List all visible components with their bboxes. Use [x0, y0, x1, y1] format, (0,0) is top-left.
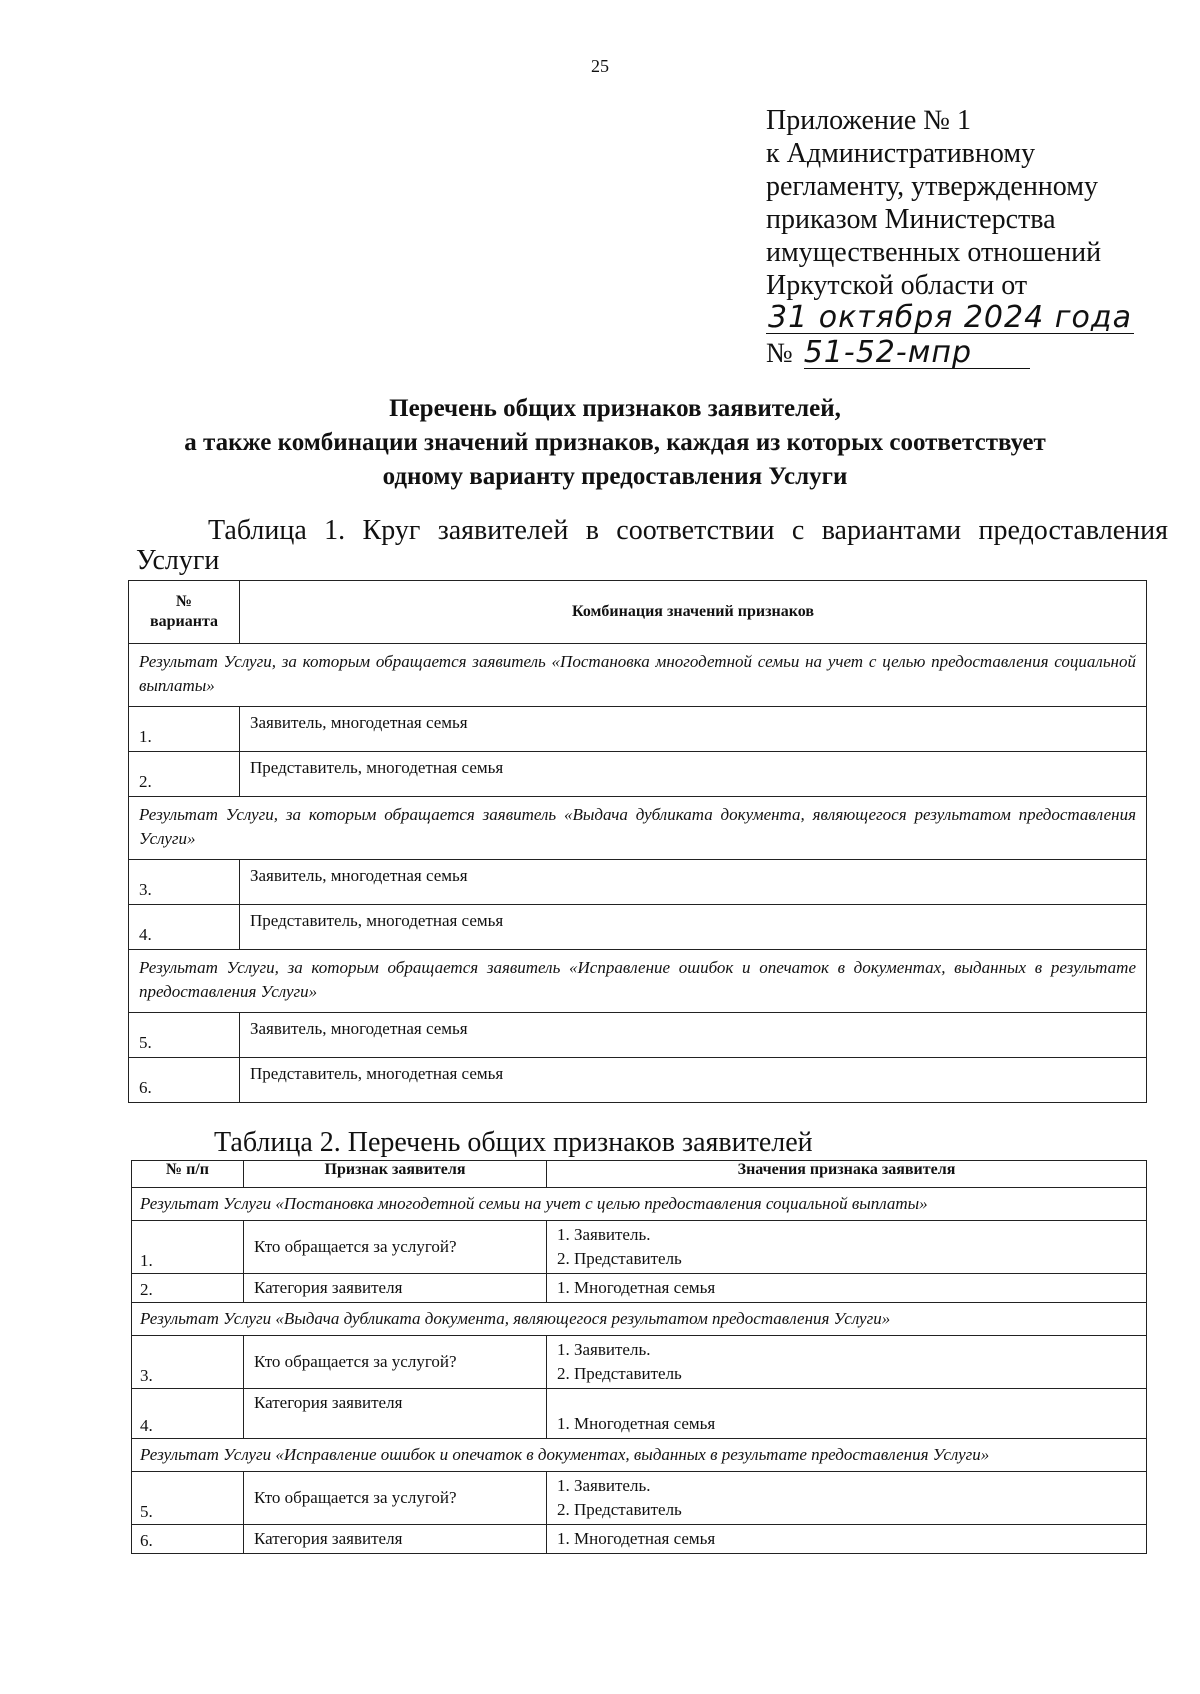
feature-value: 2. Представитель [557, 1364, 682, 1383]
header-combination: Комбинация значений признаков [240, 581, 1147, 644]
variant-number-text: 4. [139, 925, 152, 944]
appendix-line: регламенту, утвержденному [766, 171, 1098, 202]
row-number [132, 1336, 244, 1389]
table-row [129, 905, 1147, 950]
feature-values [547, 1221, 1147, 1274]
table2-caption: Таблица 2. Перечень общих признаков заявителей [214, 1127, 813, 1158]
section-title: Результат Услуги, за которым обращается заявитель «Постановка многодетной семьи на учет с целью предоставления социальной выплаты» [129, 644, 1147, 707]
section-row [132, 1188, 1147, 1221]
table1-caption [136, 516, 1168, 576]
variant-number [129, 1013, 240, 1058]
variant-number-text: 6. [139, 1078, 152, 1097]
variant-number-text: 3. [139, 880, 152, 899]
title-line-3: одному варианту предоставления Услуги [382, 463, 848, 490]
feature-value: 1. Многодетная семья [557, 1278, 716, 1297]
table-row [129, 860, 1147, 905]
combination-value: Заявитель, многодетная семья [240, 707, 1147, 752]
feature-value: 1. Заявитель. [557, 1340, 651, 1359]
feature-name: Кто обращается за услугой? [244, 1472, 547, 1525]
feature-value: 1. Многодетная семья [557, 1529, 716, 1548]
row-number [132, 1389, 244, 1439]
table-row [132, 1336, 1147, 1389]
handwritten-order-number: 51-52-мпр [804, 338, 1030, 369]
table-header-row [129, 581, 1147, 644]
table-row [129, 1013, 1147, 1058]
feature-value: 1. Многодетная семья [557, 1414, 716, 1433]
combination-value: Представитель, многодетная семья [240, 905, 1147, 950]
document-title [90, 392, 1140, 494]
section-row [129, 644, 1147, 707]
header-feature: Признак заявителя [244, 1161, 547, 1188]
table-row [132, 1221, 1147, 1274]
row-number [132, 1472, 244, 1525]
section-title: Результат Услуги «Исправление ошибок и опечаток в документах, выданных в результате предоставления Услуги» [132, 1439, 1147, 1472]
table1-caption-line-1: Таблица 1. Круг заявителей в соответствии с вариантами предоставления [208, 515, 1168, 546]
section-row [129, 797, 1147, 860]
appendix-line: к Административному [766, 138, 1036, 169]
row-number [132, 1525, 244, 1554]
variant-number-text: 5. [139, 1033, 152, 1052]
feature-values [547, 1472, 1147, 1525]
combination-value: Заявитель, многодетная семья [240, 860, 1147, 905]
section-row [132, 1303, 1147, 1336]
table-header-row [132, 1161, 1147, 1188]
feature-values [547, 1389, 1147, 1439]
feature-values [547, 1274, 1147, 1303]
combination-value: Заявитель, многодетная семья [240, 1013, 1147, 1058]
feature-values [547, 1525, 1147, 1554]
section-title: Результат Услуги, за которым обращается заявитель «Выдача дубликата документа, являющегося результатом предоставления Услуги» [129, 797, 1147, 860]
row-number [132, 1221, 244, 1274]
section-row [129, 950, 1147, 1013]
table-row [129, 1058, 1147, 1103]
section-title: Результат Услуги «Выдача дубликата документа, являющегося результатом предоставления Услуги» [132, 1303, 1147, 1336]
row-number-text: 4. [140, 1416, 153, 1435]
table-row [129, 707, 1147, 752]
number-sign: № [766, 338, 793, 369]
table-row [129, 752, 1147, 797]
variant-number [129, 860, 240, 905]
table1-caption-line-2: Услуги [136, 545, 220, 576]
row-number-text: 3. [140, 1366, 153, 1385]
page-number: 25 [591, 56, 609, 76]
feature-value: 2. Представитель [557, 1500, 682, 1519]
feature-name: Кто обращается за услугой? [244, 1221, 547, 1274]
variant-number-text: 1. [139, 727, 152, 746]
section-title: Результат Услуги, за которым обращается заявитель «Исправление ошибок и опечаток в документах, выданных в результате предоставления Услуги» [129, 950, 1147, 1013]
combination-value: Представитель, многодетная семья [240, 752, 1147, 797]
variant-number [129, 707, 240, 752]
appendix-line: Приложение № 1 [766, 105, 971, 136]
row-number-text: 2. [140, 1280, 153, 1299]
appendix-line: Иркутской области от [766, 270, 1028, 301]
order-number-line [766, 337, 1166, 370]
feature-name: Кто обращается за услугой? [244, 1336, 547, 1389]
header-row-number: № п/п [132, 1161, 244, 1188]
table-row [132, 1389, 1147, 1439]
header-num-sign: № [175, 593, 193, 610]
variant-number [129, 752, 240, 797]
row-number [132, 1274, 244, 1303]
variant-number [129, 905, 240, 950]
table-row [132, 1525, 1147, 1554]
table-row [132, 1472, 1147, 1525]
handwritten-date: 31 октября 2024 года [768, 300, 1132, 335]
section-title: Результат Услуги «Постановка многодетной семьи на учет с целью предоставления социальной выплаты» [132, 1188, 1147, 1221]
appendix-line: имущественных отношений [766, 237, 1102, 268]
feature-name: Категория заявителя [244, 1389, 547, 1439]
feature-name: Категория заявителя [244, 1274, 547, 1303]
applicant-features-table [131, 1160, 1147, 1554]
feature-values [547, 1336, 1147, 1389]
row-number-text: 1. [140, 1251, 153, 1270]
header-feature-values: Значения признака заявителя [547, 1161, 1147, 1188]
variant-number [129, 1058, 240, 1103]
title-line-2: а также комбинации значений признаков, каждая из которых соответствует [184, 429, 1046, 456]
feature-value: 2. Представитель [557, 1249, 682, 1268]
row-number-text: 6. [140, 1531, 153, 1550]
appendix-line: приказом Министерства [766, 204, 1056, 235]
table-row [132, 1274, 1147, 1303]
feature-value: 1. Заявитель. [557, 1225, 651, 1244]
combination-value: Представитель, многодетная семья [240, 1058, 1147, 1103]
handwritten-date-line [766, 302, 1166, 335]
section-row [132, 1439, 1147, 1472]
appendix-block [766, 104, 1166, 370]
header-variant-number [129, 581, 240, 644]
feature-name: Категория заявителя [244, 1525, 547, 1554]
row-number-text: 5. [140, 1502, 153, 1521]
feature-value: 1. Заявитель. [557, 1476, 651, 1495]
header-num-label: варианта [149, 613, 219, 630]
variant-number-text: 2. [139, 772, 152, 791]
applicants-variants-table [128, 580, 1147, 1103]
title-line-1: Перечень общих признаков заявителей, [389, 395, 841, 422]
